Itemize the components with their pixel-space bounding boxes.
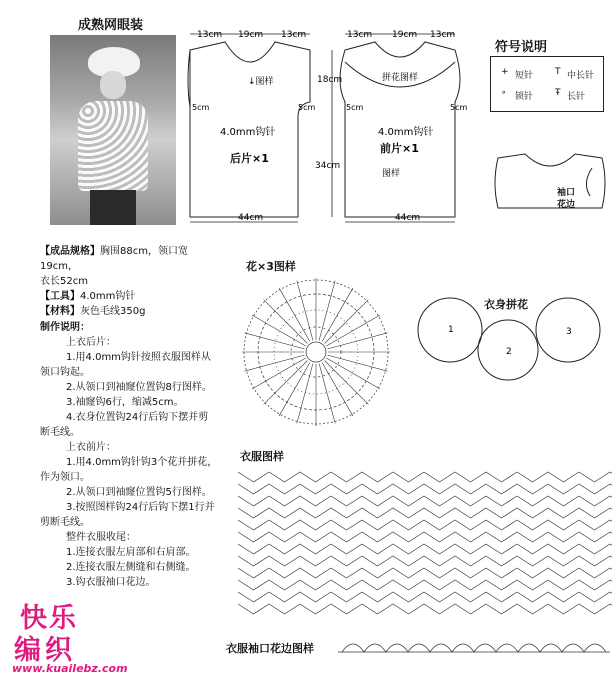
back-sleeve-right-dim: 5cm [298, 103, 316, 112]
sleeve-pattern-shell [452, 644, 474, 652]
front-yoke-height-dim: 18cm [317, 75, 343, 85]
face-shape [100, 71, 126, 99]
back-shoulder-left-dim: 13cm [197, 30, 223, 40]
instruction-line: 领口钩起。 [40, 367, 90, 378]
front-width-dim: 44cm [395, 213, 421, 223]
front-yoke-label: 拼花图样 [382, 73, 419, 83]
instruction-line: 1.连接衣服左肩部和右肩部。 [66, 547, 196, 558]
instructions-block [40, 320, 230, 590]
front-sleeve-right-dim: 5cm [450, 103, 468, 112]
flower-chart-spoke [328, 355, 388, 371]
back-piece-name: 后片×1 [230, 152, 269, 165]
flower-chart-spoke [245, 355, 305, 371]
front-total-height-dim: 34cm [315, 161, 341, 171]
spec-size-value: 胸围88cm，领口宽19cm， [40, 246, 188, 272]
flower-chart-spoke [297, 364, 313, 424]
instruction-line: 3.钩衣服袖口花边。 [66, 577, 156, 588]
instruction-line: 4.衣身位置钩24行后钩下摆并剪 [66, 412, 209, 423]
front-hook-label: 4.0mm钩针 [378, 127, 434, 138]
sleeve-pattern-shell [518, 644, 540, 652]
spec-size-label: 【成品规格】 [40, 246, 100, 257]
sleeve-pattern-shell [496, 644, 518, 652]
instruction-line: 1.用4.0mm钩针按照衣服图样从 [66, 352, 211, 363]
body-pattern-row [238, 568, 612, 578]
body-pattern-row [238, 544, 612, 554]
joining-number-1: 1 [448, 325, 454, 335]
sleeve-pattern-shell [342, 644, 364, 652]
back-neck-dim: 19cm [238, 30, 264, 40]
front-direction-label: 图样 [382, 169, 401, 179]
flower-chart-spoke [324, 300, 368, 344]
instruction-line: 3.袖窿钩6行，缩减5cm。 [66, 397, 184, 408]
flower-chart-title: 花×3图样 [246, 260, 296, 273]
front-piece-name: 前片×1 [380, 142, 419, 155]
spec-size-value-2: 衣长52cm [40, 276, 88, 287]
sleeve-pattern-shell [584, 644, 606, 652]
body-pattern-row [238, 604, 612, 614]
instruction-line: 上衣后片： [66, 337, 116, 348]
sleeve-edge-diagram [490, 148, 610, 218]
instructions-heading: 制作说明： [40, 322, 90, 333]
sleeve-pattern-shell [474, 644, 496, 652]
instruction-line: 1.用4.0mm钩针钩3个花并拼花， [66, 457, 218, 468]
skirt-shape [90, 190, 136, 225]
flower-chart-spoke [319, 281, 335, 341]
sleeve-pattern-shell [430, 644, 452, 652]
sleeve-pattern-chart [338, 636, 610, 658]
instruction-line: 3.按照图样钩24行后钩下摆1行并 [66, 502, 215, 513]
symbol-medium-icon: T [555, 67, 561, 77]
sleeve-pattern-title: 衣服袖口花边图样 [226, 642, 314, 655]
symbol-chain-label: 锁针 [515, 92, 534, 102]
instruction-line: 上衣前片： [66, 442, 116, 453]
back-hook-label: 4.0mm钩针 [220, 127, 276, 138]
instruction-line: 断毛线。 [40, 427, 80, 438]
joining-title: 衣身拼花 [484, 298, 528, 311]
flower-chart-spoke [264, 360, 308, 404]
sleeve-edge-label-2: 花边 [557, 200, 576, 210]
flower-chart [236, 272, 396, 432]
sleeve-pattern-shell [386, 644, 408, 652]
sleeve-pattern-shell [540, 644, 562, 652]
symbol-double-icon: Ŧ [555, 88, 561, 98]
instruction-line: 作为领口。 [40, 472, 90, 483]
instruction-line: 2.连接衣服左侧缝和右侧缝。 [66, 562, 196, 573]
instruction-line: 2.从领口到袖窿位置钩8行图样。 [66, 382, 212, 393]
back-width-dim: 44cm [238, 213, 264, 223]
symbol-chain-icon: ∘ [501, 88, 507, 98]
joining-diagram [412, 296, 616, 386]
body-pattern-row [238, 472, 612, 482]
symbol-medium-label: 中长针 [567, 71, 595, 81]
body-pattern-row [238, 508, 612, 518]
body-pattern-row [238, 580, 612, 590]
spec-tool-value: 4.0mm钩针 [80, 291, 136, 302]
site-logo-line1: 快乐 [20, 603, 78, 634]
sleeve-pattern-shell [408, 644, 430, 652]
joining-number-3: 3 [566, 327, 572, 337]
sleeve-pattern-shell [364, 644, 386, 652]
flower-chart-spoke [264, 300, 308, 344]
body-pattern-row [238, 520, 612, 530]
instruction-line: 整件衣服收尾： [66, 532, 136, 543]
body-pattern-row [238, 496, 612, 506]
spec-material-value: 灰色毛线350g [80, 306, 146, 317]
front-shoulder-right-dim: 13cm [430, 30, 456, 40]
symbol-double-label: 长针 [567, 92, 586, 102]
symbols-box [490, 56, 604, 112]
symbol-short-icon: + [501, 67, 509, 77]
site-logo-url: www.kuailebz.com [12, 662, 128, 675]
spec-tool-label: 【工具】 [40, 291, 80, 302]
sleeve-pattern-shell [562, 644, 584, 652]
page-title: 成熟网眼装 [78, 18, 144, 33]
front-sleeve-left-dim: 5cm [346, 103, 364, 112]
back-shoulder-right-dim: 13cm [281, 30, 307, 40]
sleeve-edge-label-1: 袖口 [557, 188, 576, 198]
instruction-line: 剪断毛线。 [40, 517, 90, 528]
model-photo [50, 35, 176, 225]
front-neck-dim: 19cm [392, 30, 418, 40]
garment-schematics [180, 22, 480, 232]
symbols-title: 符号说明 [495, 40, 548, 55]
body-pattern-row [238, 556, 612, 566]
flower-chart-spoke [324, 360, 368, 404]
instruction-line: 2.从领口到袖窿位置钩5行图样。 [66, 487, 212, 498]
body-pattern-row [238, 484, 612, 494]
joining-number-2: 2 [506, 347, 512, 357]
body-pattern-title: 衣服图样 [240, 450, 284, 463]
specs-block [40, 244, 225, 319]
flower-chart-spoke [245, 333, 305, 349]
symbol-short-label: 短针 [515, 71, 534, 81]
front-shoulder-left-dim: 13cm [347, 30, 373, 40]
body-pattern-chart [238, 464, 612, 624]
body-pattern-row [238, 532, 612, 542]
spec-material-label: 【材料】 [40, 306, 80, 317]
crochet-top-shape [78, 101, 148, 191]
site-logo-line2: 编织 [14, 635, 76, 666]
flower-chart-spoke [328, 333, 388, 349]
body-pattern-row [238, 592, 612, 602]
back-sleeve-left-dim: 5cm [192, 103, 210, 112]
back-direction-label: ↓图样 [248, 77, 274, 87]
